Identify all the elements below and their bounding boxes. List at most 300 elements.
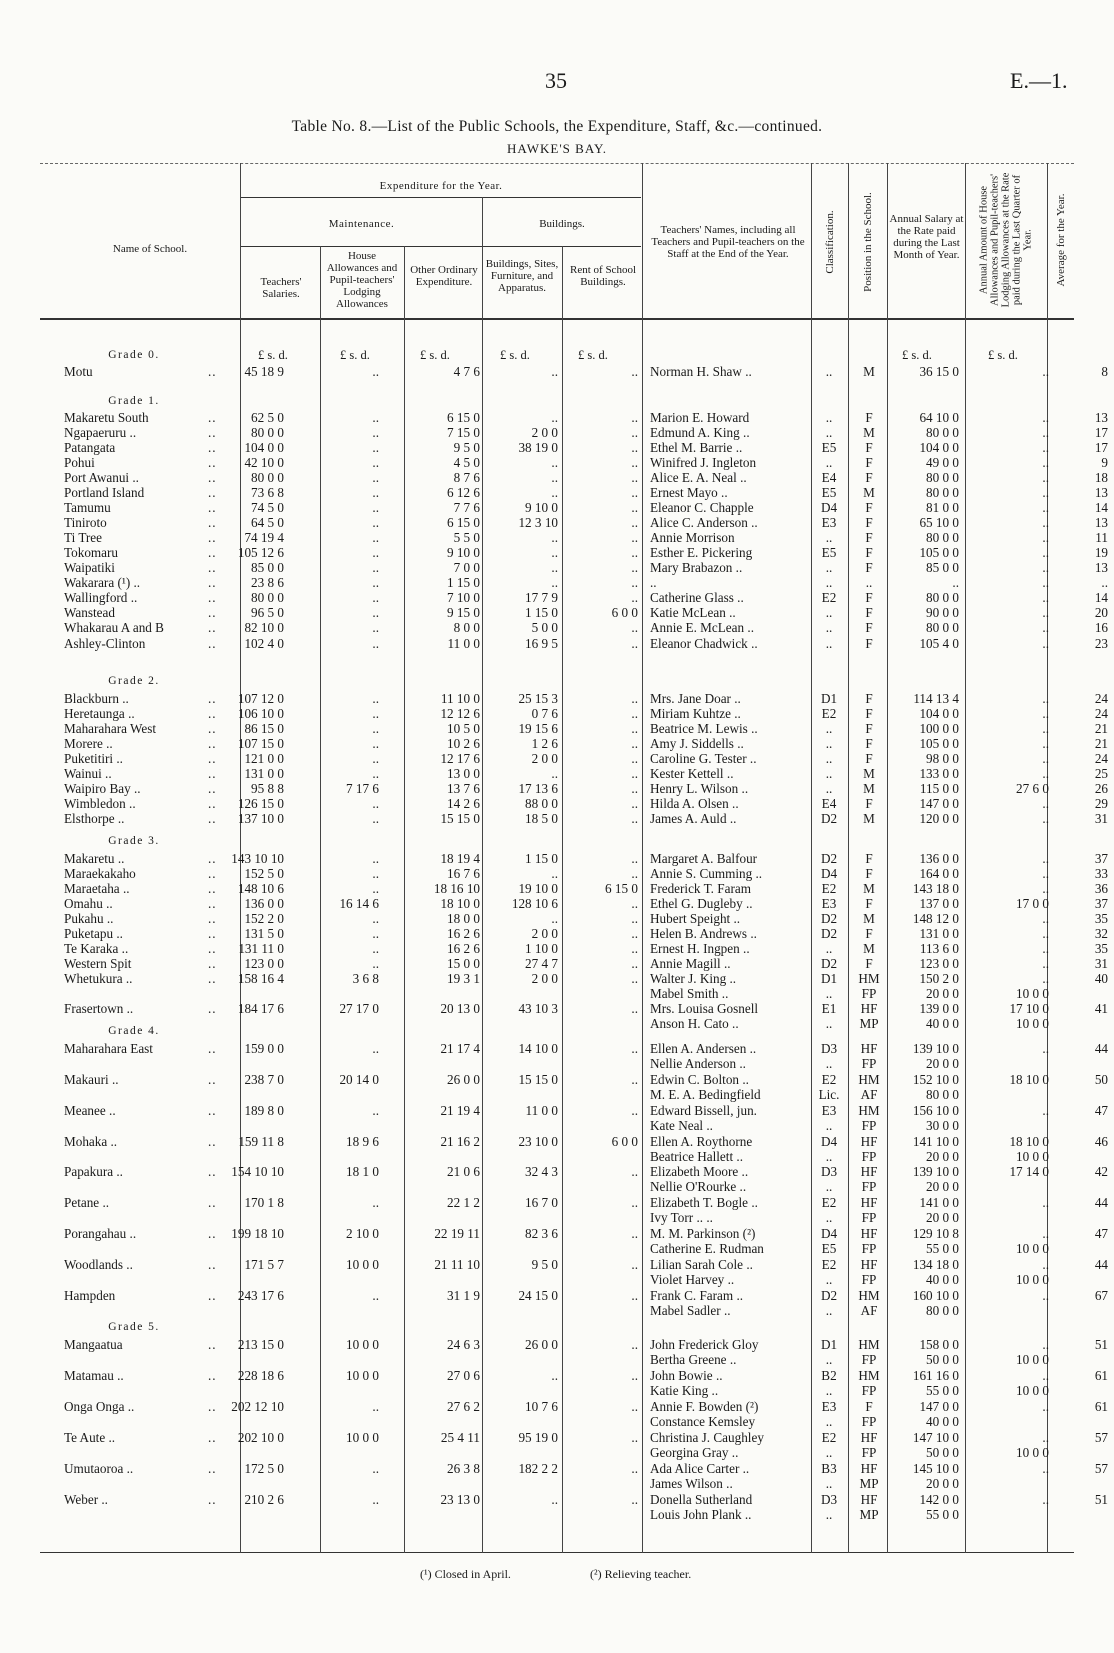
cell-oe: 13 0 0 [447, 766, 480, 781]
cell-ts: 85 0 0 [251, 560, 284, 575]
cell-teacher: Katie McLean .. [650, 605, 736, 620]
grade-heading: Grade 0. [108, 349, 160, 361]
cell-pos: F [865, 560, 873, 575]
leader-dots: .. [208, 485, 217, 500]
cell-oe: 6 12 6 [447, 485, 480, 500]
cell-rb: .. [631, 545, 638, 560]
cell-cl: .. [825, 986, 833, 1001]
cell-rb: 6 0 0 [611, 1134, 638, 1149]
cell-rb: .. [631, 1226, 638, 1241]
cell-pos: HF [860, 1134, 878, 1149]
cell-all: .. [1042, 796, 1049, 811]
cell-cl: D3 [820, 1164, 838, 1179]
cell-teacher: Mary Brabazon .. [650, 560, 743, 575]
cell-pos: M [863, 781, 875, 796]
cell-ts: 45 18 9 [244, 364, 284, 379]
cell-ts: 189 8 0 [244, 1103, 284, 1118]
leader-dots: .. [208, 1103, 217, 1118]
cell-pos: FP [861, 1179, 877, 1194]
cell-bu: 12 3 10 [518, 515, 558, 530]
cell-rb: .. [631, 896, 638, 911]
cell-avg: 20 [1094, 605, 1108, 620]
cell-cl: .. [825, 1118, 833, 1133]
cell-teacher: John Frederick Gloy [650, 1337, 759, 1352]
cell-rb: .. [631, 971, 638, 986]
cell-rb: .. [631, 636, 638, 651]
cell-teacher: Alice C. Anderson .. [650, 515, 758, 530]
cell-ts: 126 15 0 [237, 796, 284, 811]
cell-avg: 21 [1094, 721, 1108, 736]
cell-sal: 139 0 0 [919, 1001, 959, 1016]
cell-rb: .. [631, 1103, 638, 1118]
cell-sal: 40 0 0 [926, 1016, 959, 1031]
cell-sal: 20 0 0 [926, 1476, 959, 1491]
leader-dots: .. [208, 560, 217, 575]
cell-sal: 114 13 4 [913, 691, 959, 706]
cell-teacher: Louis John Plank .. [650, 1507, 752, 1522]
cell-bu: 18 5 0 [525, 811, 558, 826]
cell-ha: 10 0 0 [346, 1257, 379, 1272]
cell-rb: 6 15 0 [605, 881, 638, 896]
cell-pos: HM [858, 1368, 880, 1383]
cell-sal: 80 0 0 [926, 1087, 959, 1102]
cell-name: Waipiro Bay .. [64, 781, 141, 796]
cell-avg: 29 [1094, 796, 1108, 811]
cell-pos: F [865, 590, 873, 605]
cell-teacher: Beatrice M. Lewis .. [650, 721, 758, 736]
cell-sal: 98 0 0 [926, 751, 959, 766]
cell-sal: 55 0 0 [926, 1383, 959, 1398]
cell-cl: E1 [821, 1001, 837, 1016]
cell-rb: .. [631, 736, 638, 751]
table-row [0, 1414, 1114, 1430]
cell-ts: 184 17 6 [237, 1001, 284, 1016]
cell-pos: HF [860, 1430, 878, 1445]
cell-oe: 6 15 0 [447, 515, 480, 530]
cell-all: .. [1042, 1288, 1049, 1303]
leader-dots: .. [208, 941, 217, 956]
cell-all: 27 6 0 [1016, 781, 1049, 796]
table-row [0, 1272, 1114, 1288]
currency-unit: £ s. d. [258, 348, 288, 362]
page-number: 35 [545, 68, 567, 93]
cell-avg: 21 [1094, 736, 1108, 751]
leader-dots: .. [208, 881, 217, 896]
leader-dots: .. [208, 545, 217, 560]
cell-sal: 90 0 0 [926, 605, 959, 620]
cell-oe: 12 12 6 [440, 706, 480, 721]
cell-all: 10 0 0 [1016, 1445, 1049, 1460]
cell-bu: 1 2 6 [531, 736, 558, 751]
cell-all: .. [1042, 851, 1049, 866]
cell-rb: .. [631, 1195, 638, 1210]
cell-teacher: Nellie O'Rourke .. [650, 1179, 747, 1194]
cell-avg: 67 [1094, 1288, 1108, 1303]
cell-sal: .. [952, 575, 959, 590]
cell-avg: 51 [1094, 1337, 1108, 1352]
cell-oe: 6 15 0 [447, 410, 480, 425]
currency-unit: £ s. d. [902, 348, 932, 362]
cell-ts: 199 18 10 [231, 1226, 284, 1241]
cell-teacher: Catherine Glass .. [650, 590, 744, 605]
cell-oe: 21 19 4 [440, 1103, 480, 1118]
header-average: Average for the Year. [1055, 193, 1067, 287]
cell-teacher: Margaret A. Balfour [650, 851, 758, 866]
leader-dots: .. [208, 1041, 217, 1056]
cell-all: .. [1042, 500, 1049, 515]
cell-ha: 20 14 0 [339, 1072, 379, 1087]
cell-bu: 1 15 0 [525, 851, 558, 866]
cell-cl: .. [825, 455, 833, 470]
cell-oe: 11 10 0 [440, 691, 480, 706]
cell-teacher: Elizabeth T. Bogle .. [650, 1195, 758, 1210]
leader-dots: .. [208, 1337, 217, 1352]
leader-dots: .. [208, 1430, 217, 1445]
cell-cl: D4 [820, 1134, 838, 1149]
cell-avg: 13 [1094, 485, 1108, 500]
leader-dots: .. [208, 956, 217, 971]
header-maintenance: Maintenance. [328, 218, 395, 230]
table-row [0, 926, 1114, 942]
cell-sal: 20 0 0 [926, 1149, 959, 1164]
cell-ha: .. [372, 636, 379, 651]
cell-sal: 150 2 0 [919, 971, 959, 986]
cell-teacher: Marion E. Howard [650, 410, 750, 425]
cell-all: .. [1042, 440, 1049, 455]
cell-bu: 17 7 9 [525, 590, 558, 605]
cell-oe: 18 16 10 [433, 881, 480, 896]
cell-cl: .. [825, 1507, 833, 1522]
cell-sal: 30 0 0 [926, 1118, 959, 1133]
cell-teacher: Catherine E. Rudman [650, 1241, 764, 1256]
cell-ha: .. [372, 751, 379, 766]
cell-sal: 81 0 0 [926, 500, 959, 515]
table-row [0, 1164, 1114, 1180]
table-row [0, 1134, 1114, 1150]
cell-sal: 152 10 0 [912, 1072, 959, 1087]
cell-name: Port Awanui .. [64, 470, 139, 485]
cell-bu: 9 10 0 [525, 500, 558, 515]
cell-cl: .. [825, 941, 833, 956]
cell-teacher: Annie F. Bowden (²) [650, 1399, 759, 1414]
cell-ha: .. [372, 515, 379, 530]
cell-name: Western Spit [64, 956, 132, 971]
table-row [0, 706, 1114, 722]
header-position: Position in the School. [862, 192, 874, 292]
cell-ts: 106 10 0 [237, 706, 284, 721]
leader-dots: .. [208, 751, 217, 766]
cell-bu: 1 15 0 [525, 605, 558, 620]
leader-dots: .. [208, 575, 217, 590]
cell-pos: F [865, 530, 873, 545]
cell-sal: 80 0 0 [926, 485, 959, 500]
cell-ts: 107 15 0 [237, 736, 284, 751]
cell-name: Heretaunga .. [64, 706, 135, 721]
cell-sal: 164 0 0 [919, 866, 959, 881]
cell-name: Ti Tree [64, 530, 103, 545]
cell-cl: E2 [821, 1430, 837, 1445]
cell-name: Patangata [64, 440, 116, 455]
cell-ha: 18 9 6 [346, 1134, 379, 1149]
table-row [0, 575, 1114, 591]
cell-bu: 32 4 3 [525, 1164, 558, 1179]
cell-oe: 26 0 0 [447, 1072, 480, 1087]
header-top-rule [40, 163, 1074, 164]
cell-bu: .. [551, 455, 558, 470]
table-row [0, 1210, 1114, 1226]
leader-dots: .. [208, 691, 217, 706]
cell-all: .. [1042, 926, 1049, 941]
cell-name: Puketitiri .. [64, 751, 123, 766]
cell-all: .. [1042, 485, 1049, 500]
cell-bu: .. [551, 545, 558, 560]
cell-ha: .. [372, 1195, 379, 1210]
cell-ts: 102 4 0 [244, 636, 284, 651]
cell-bu: .. [551, 560, 558, 575]
cell-sal: 147 0 0 [919, 796, 959, 811]
cell-bu: 128 10 6 [511, 896, 558, 911]
cell-rb: .. [631, 1492, 638, 1507]
cell-cl: E3 [821, 1103, 837, 1118]
cell-pos: FP [861, 1056, 877, 1071]
cell-bu: 16 9 5 [525, 636, 558, 651]
cell-cl: D4 [820, 500, 838, 515]
cell-cl: .. [825, 1179, 833, 1194]
cell-ts: 80 0 0 [251, 425, 284, 440]
cell-rb: .. [631, 706, 638, 721]
cell-teacher: Annie Magill .. [650, 956, 731, 971]
table-row [0, 1288, 1114, 1304]
leader-dots: .. [208, 425, 217, 440]
cell-name: Makaretu .. [64, 851, 125, 866]
cell-all: 10 0 0 [1016, 1383, 1049, 1398]
cell-pos: F [865, 1399, 873, 1414]
cell-all: .. [1042, 1368, 1049, 1383]
table-row [0, 1303, 1114, 1319]
cell-ts: 131 0 0 [244, 766, 284, 781]
cell-pos: F [865, 721, 873, 736]
cell-avg: 19 [1094, 545, 1108, 560]
cell-bu: 0 7 6 [531, 706, 558, 721]
cell-oe: 7 7 6 [453, 500, 480, 515]
cell-cl: E2 [821, 1195, 837, 1210]
cell-all: .. [1042, 941, 1049, 956]
cell-sal: 104 0 0 [919, 440, 959, 455]
cell-name: Blackburn .. [64, 691, 129, 706]
cell-sal: 65 10 0 [919, 515, 959, 530]
cell-oe: 22 1 2 [447, 1195, 480, 1210]
table-row [0, 1461, 1114, 1477]
cell-sal: 36 15 0 [919, 364, 959, 379]
cell-ha: 10 0 0 [346, 1337, 379, 1352]
cell-oe: 26 3 8 [447, 1461, 480, 1476]
cell-ts: 80 0 0 [251, 590, 284, 605]
cell-name: Tokomaru [64, 545, 119, 560]
cell-oe: 25 4 11 [440, 1430, 480, 1445]
cell-teacher: Ernest Mayo .. [650, 485, 728, 500]
cell-all: .. [1042, 364, 1049, 379]
cell-avg: 23 [1094, 636, 1108, 651]
cell-ha: .. [372, 766, 379, 781]
cell-cl: E3 [821, 515, 837, 530]
cell-ha: .. [372, 410, 379, 425]
cell-ts: 74 5 0 [251, 500, 284, 515]
header-classification: Classification. [824, 210, 836, 274]
cell-all: .. [1042, 1430, 1049, 1445]
cell-all: 17 10 0 [1009, 1001, 1049, 1016]
cell-teacher: Nellie Anderson .. [650, 1056, 746, 1071]
header-teachers-salaries: Teachers' Salaries. [260, 276, 302, 300]
cell-oe: 21 16 2 [440, 1134, 480, 1149]
cell-ha: 10 0 0 [346, 1430, 379, 1445]
leader-dots: .. [208, 605, 217, 620]
cell-teacher: Georgina Gray .. [650, 1445, 739, 1460]
table-title: Table No. 8.—List of the Public Schools, the Expenditure, Staff, &c.—continued. [291, 118, 823, 135]
cell-bu: .. [551, 1492, 558, 1507]
cell-sal: 161 16 0 [912, 1368, 959, 1383]
cell-avg: 44 [1094, 1257, 1108, 1272]
cell-teacher: Annie S. Cumming .. [650, 866, 763, 881]
cell-all: 17 14 0 [1009, 1164, 1049, 1179]
cell-bu: 9 5 0 [531, 1257, 558, 1272]
cell-avg: 32 [1094, 926, 1108, 941]
cell-avg: 47 [1094, 1226, 1108, 1241]
cell-sal: 123 0 0 [919, 956, 959, 971]
cell-all: 10 0 0 [1016, 1241, 1049, 1256]
cell-ha: .. [372, 1103, 379, 1118]
cell-all: .. [1042, 911, 1049, 926]
cell-oe: 22 19 11 [434, 1226, 480, 1241]
cell-rb: .. [631, 1461, 638, 1476]
leader-dots: .. [208, 721, 217, 736]
cell-pos: FP [861, 1414, 877, 1429]
cell-ts: 121 0 0 [244, 751, 284, 766]
leader-dots: .. [208, 866, 217, 881]
cell-oe: 31 1 9 [447, 1288, 480, 1303]
cell-pos: F [865, 956, 873, 971]
cell-avg: 24 [1094, 706, 1108, 721]
cell-oe: 15 15 0 [440, 811, 480, 826]
cell-cl: E5 [821, 440, 837, 455]
cell-bu: .. [551, 1368, 558, 1383]
cell-oe: 21 17 4 [440, 1041, 480, 1056]
cell-teacher: Ernest H. Ingpen .. [650, 941, 750, 956]
header-name-of-school: Name of School. [112, 243, 188, 255]
cell-avg: 17 [1094, 425, 1108, 440]
cell-rb: .. [631, 851, 638, 866]
cell-oe: 15 0 0 [447, 956, 480, 971]
cell-rb: .. [631, 911, 638, 926]
cell-name: Woodlands .. [64, 1257, 133, 1272]
cell-teacher: Norman H. Shaw .. [650, 364, 752, 379]
cell-teacher: Ethel G. Dugleby .. [650, 896, 753, 911]
leader-dots: .. [208, 1492, 217, 1507]
cell-oe: 7 15 0 [447, 425, 480, 440]
header-salary: Annual Salary at the Rate paid during the Last Month of Year. [889, 213, 964, 261]
cell-all: .. [1042, 1226, 1049, 1241]
cell-rb: .. [631, 926, 638, 941]
leader-dots: .. [208, 1257, 217, 1272]
cell-sal: 50 0 0 [926, 1445, 959, 1460]
cell-all: .. [1042, 515, 1049, 530]
cell-cl: .. [825, 1016, 833, 1031]
cell-pos: HM [858, 1072, 880, 1087]
cell-teacher: Kester Kettell .. [650, 766, 734, 781]
table-row [0, 425, 1114, 441]
cell-teacher: Esther E. Pickering [650, 545, 753, 560]
cell-pos: HM [858, 1337, 880, 1352]
cell-teacher: Mrs. Jane Doar .. [650, 691, 741, 706]
cell-teacher: Lilian Sarah Cole .. [650, 1257, 753, 1272]
cell-cl: E2 [821, 706, 837, 721]
cell-sal: 105 0 0 [919, 736, 959, 751]
cell-cl: .. [825, 425, 833, 440]
cell-oe: 27 6 2 [447, 1399, 480, 1414]
cell-ts: 105 12 6 [237, 545, 284, 560]
region-title: HAWKE'S BAY. [507, 141, 607, 156]
cell-sal: 80 0 0 [926, 620, 959, 635]
cell-pos: .. [865, 575, 873, 590]
cell-all: .. [1042, 455, 1049, 470]
cell-teacher: Henry L. Wilson .. [650, 781, 749, 796]
cell-cl: D1 [820, 1337, 838, 1352]
leader-dots: .. [208, 636, 217, 651]
cell-cl: .. [825, 1414, 833, 1429]
cell-bu: 38 19 0 [518, 440, 558, 455]
cell-ts: 80 0 0 [251, 470, 284, 485]
cell-name: Mohaka .. [64, 1134, 118, 1149]
table-row [0, 1257, 1114, 1273]
cell-pos: M [863, 941, 875, 956]
cell-avg: 9 [1101, 455, 1108, 470]
cell-sal: 20 0 0 [926, 986, 959, 1001]
cell-all: .. [1042, 706, 1049, 721]
cell-bu: 19 10 0 [518, 881, 558, 896]
cell-teacher: Frank C. Faram .. [650, 1288, 744, 1303]
cell-oe: 23 13 0 [440, 1492, 480, 1507]
page-reference: E.—1. [1010, 68, 1068, 93]
table-row [0, 751, 1114, 767]
cell-pos: HM [858, 1103, 880, 1118]
cell-sal: 80 0 0 [926, 470, 959, 485]
cell-all: .. [1042, 545, 1049, 560]
cell-name: Meanee .. [64, 1103, 116, 1118]
cell-rb: .. [631, 410, 638, 425]
cell-pos: FP [861, 1118, 877, 1133]
cell-bu: .. [551, 911, 558, 926]
cell-pos: FP [861, 1445, 877, 1460]
cell-name: Porangahau .. [64, 1226, 137, 1241]
cell-ts: 62 5 0 [251, 410, 284, 425]
cell-teacher: Elizabeth Moore .. [650, 1164, 749, 1179]
cell-name: Waipatiki [64, 560, 115, 575]
cell-rb: .. [631, 515, 638, 530]
cell-teacher: Eleanor Chadwick .. [650, 636, 758, 651]
cell-ha: 16 14 6 [339, 896, 379, 911]
cell-avg: 24 [1094, 691, 1108, 706]
cell-rb: .. [631, 530, 638, 545]
cell-ha: .. [372, 590, 379, 605]
cell-ha: 7 17 6 [346, 781, 379, 796]
currency-unit: £ s. d. [500, 348, 530, 362]
cell-bu: 43 10 3 [518, 1001, 558, 1016]
cell-name: Maharahara West [64, 721, 157, 736]
cell-teacher: Hubert Speight .. [650, 911, 741, 926]
cell-ts: 82 10 0 [244, 620, 284, 635]
cell-all: .. [1042, 811, 1049, 826]
cell-rb: .. [631, 1368, 638, 1383]
cell-pos: F [865, 470, 873, 485]
